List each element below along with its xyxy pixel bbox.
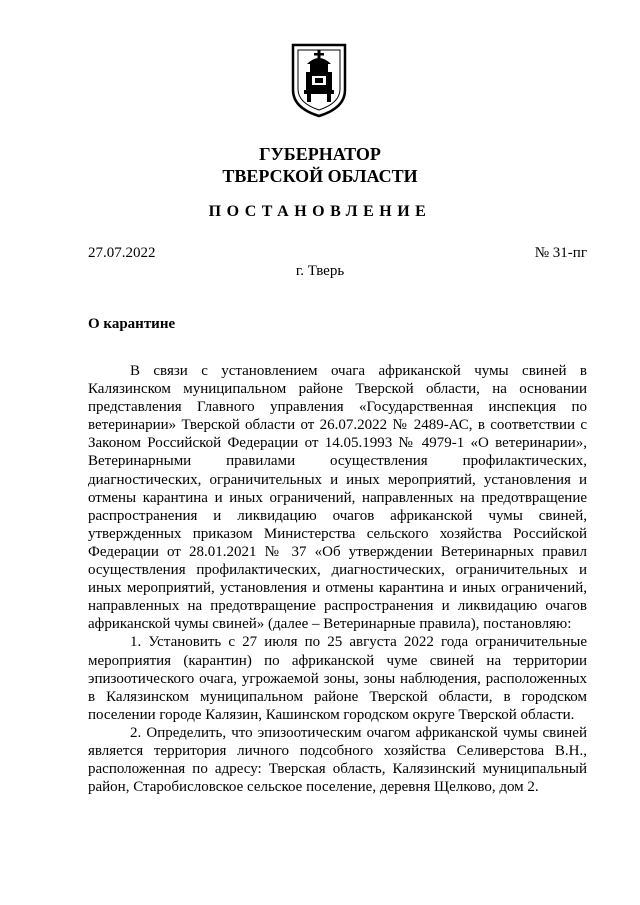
document-body bbox=[88, 362, 587, 796]
document-date: 27.07.2022 bbox=[88, 245, 156, 261]
issuer-title: ГУБЕРНАТОР bbox=[259, 144, 381, 164]
body-paragraph: В связи с установлением очага африканской чумы свиней в Калязинском муниципальном районе Тверской области, на основании представления Главного управления «Государственная инспекция по ветеринарии» Тверской области от 26.07.2022 № 2489-АС, в соответствии с Законом Российской Федерации от 14.05.1993 № 4979-1 «О ветеринарии», Ветеринарными правилами осуществления профилактических, диагностических, ограничительных и иных мероприятий, установления и отмены карантина и иных ограничений, направленных на предотвращение распространения и ликвидацию очагов африканской чумы свиней, утвержденных приказом Министерства сельского хозяйства Российской Федерации от 28.01.2021 № 37 «Об утверждении Ветеринарных правил осуществления профилактических, диагностических, ограничительных и иных мероприятий, установления и отмены карантина и иных ограничений, направленных на предотвращение распространения и ликвидацию очагов африканской чумы свиней» (далее – Ветеринарные правила), постановляю: bbox=[88, 363, 587, 633]
document-number: № 31-пг bbox=[534, 245, 587, 261]
document-city: г. Тверь bbox=[295, 263, 345, 279]
issuer-region: ТВЕРСКОЙ ОБЛАСТИ bbox=[222, 166, 418, 186]
document-type: ПОСТАНОВЛЕНИЕ bbox=[208, 203, 432, 220]
coat-of-arms-icon bbox=[290, 42, 348, 118]
body-paragraph: 1. Установить с 27 июля по 25 августа 2022 года ограничительные мероприятия (карантин) по африканской чуме свиней на территории эпизоотического очага, угрожаемой зоны, зоны наблюдения, расположенных в Калязинском муниципальном районе Тверской области, в городском поселении городе Калязин, Кашинском городском округе Тверской области. bbox=[88, 634, 587, 723]
body-paragraph: 2. Определить, что эпизоотическим очагом африканской чумы свиней является территория личного подсобного хозяйства Селиверстова В.Н., расположенная по адресу: Тверская область, Калязинский муниципальный район, Старобисловское сельское поселение, деревня Щелково, дом 2. bbox=[88, 724, 587, 796]
document-subject: О карантине bbox=[88, 316, 176, 332]
